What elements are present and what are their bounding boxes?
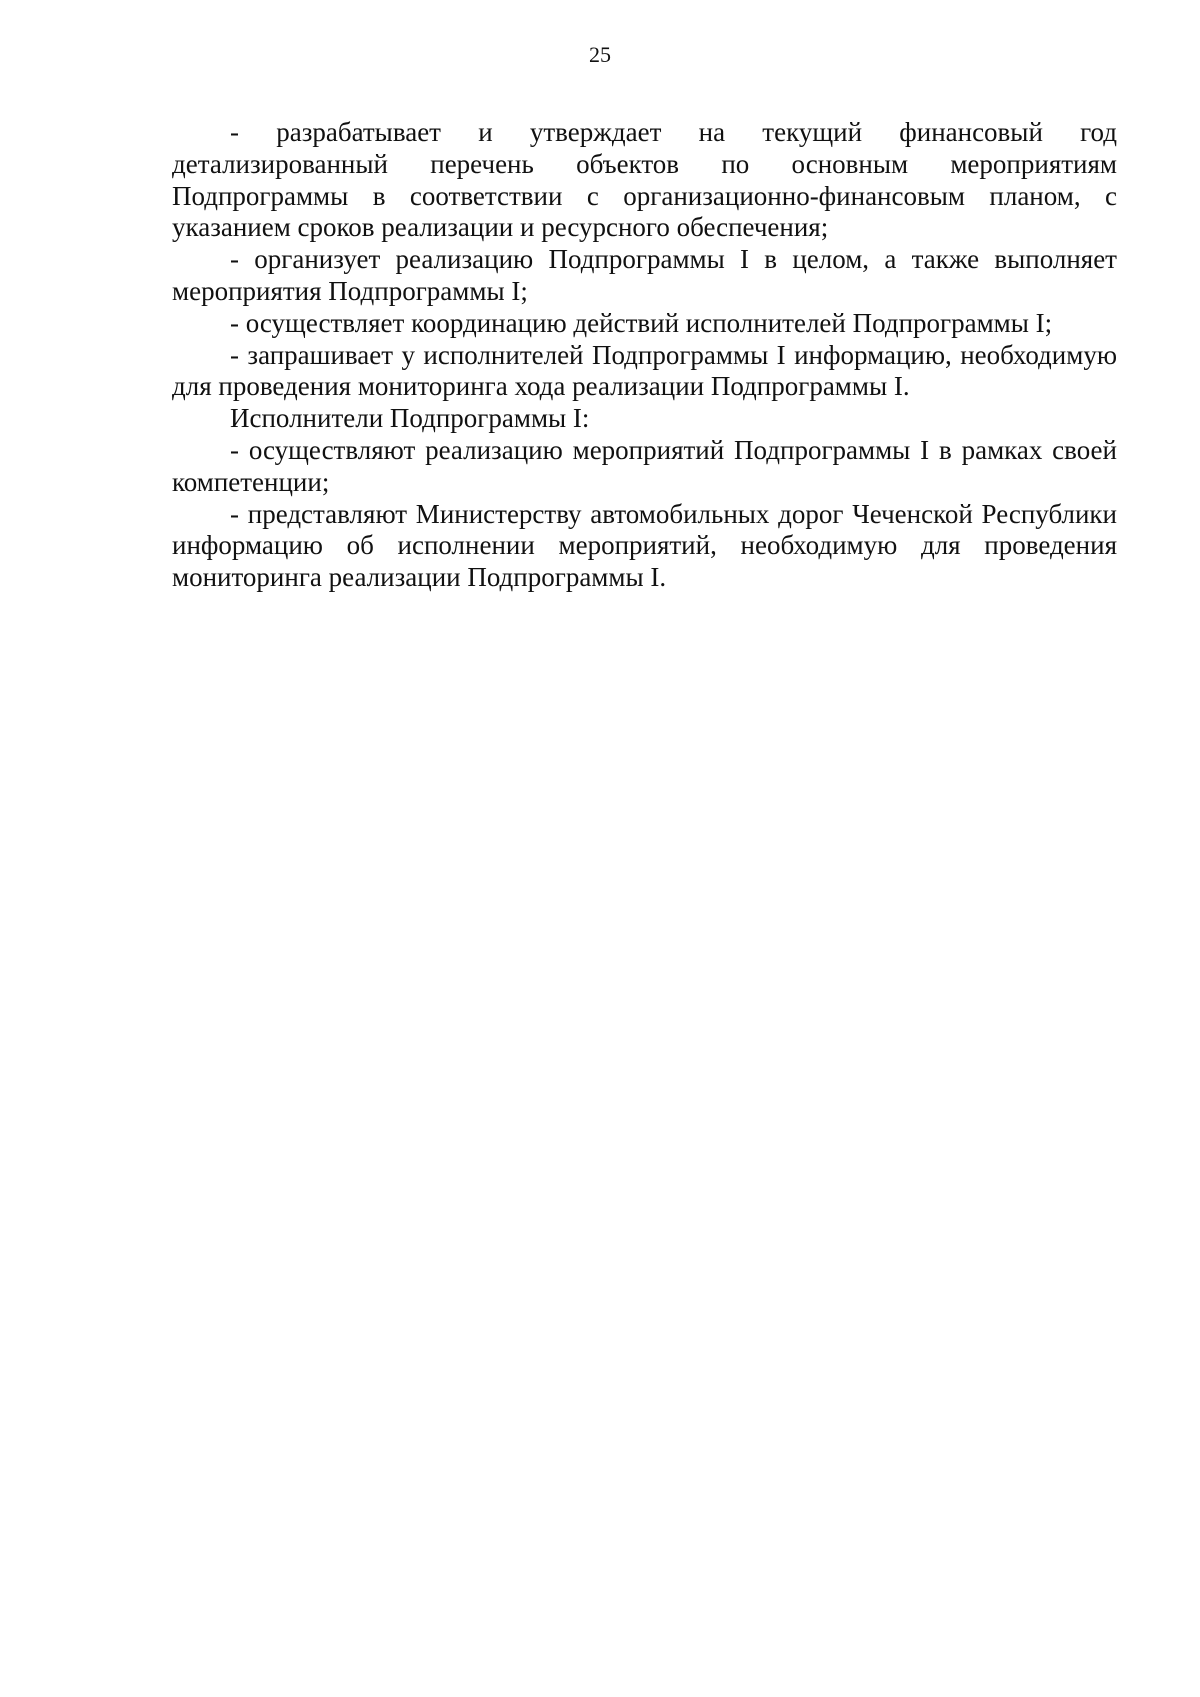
paragraph-organizes-implementation: - организует реализацию Подпрограммы I в целом, а также выполняет мероприятия Подпрограммы I; <box>172 244 1117 306</box>
paragraph-executors-report: - представляют Министерству автомобильных дорог Чеченской Республики информацию об исполнении мероприятий, необходимую для проведения мониторинга реализации Подпрограммы I. <box>172 498 1117 593</box>
document-body <box>172 117 1117 594</box>
paragraph-executors-heading: Исполнители Подпрограммы I: <box>230 403 590 434</box>
page-number: 25 <box>589 42 611 67</box>
paragraph-executors-implement: - осуществляют реализацию мероприятий Подпрограммы I в рамках своей компетенции; <box>172 434 1117 497</box>
paragraph-develops-list: - разрабатывает и утверждает на текущий финансовый год детализированный перечень объектов по основным мероприятиям Подпрограммы в соответствии с организационно-финансовым планом, с указанием сроков реализации и ресурсного обеспечения; <box>172 117 1117 243</box>
paragraph-coordinates-executors: - осуществляет координацию действий исполнителей Подпрограммы I; <box>230 307 1053 338</box>
paragraph-requests-information: - запрашивает у исполнителей Подпрограммы I информацию, необходимую для проведения мониторинга хода реализации Подпрограммы I. <box>172 339 1117 402</box>
